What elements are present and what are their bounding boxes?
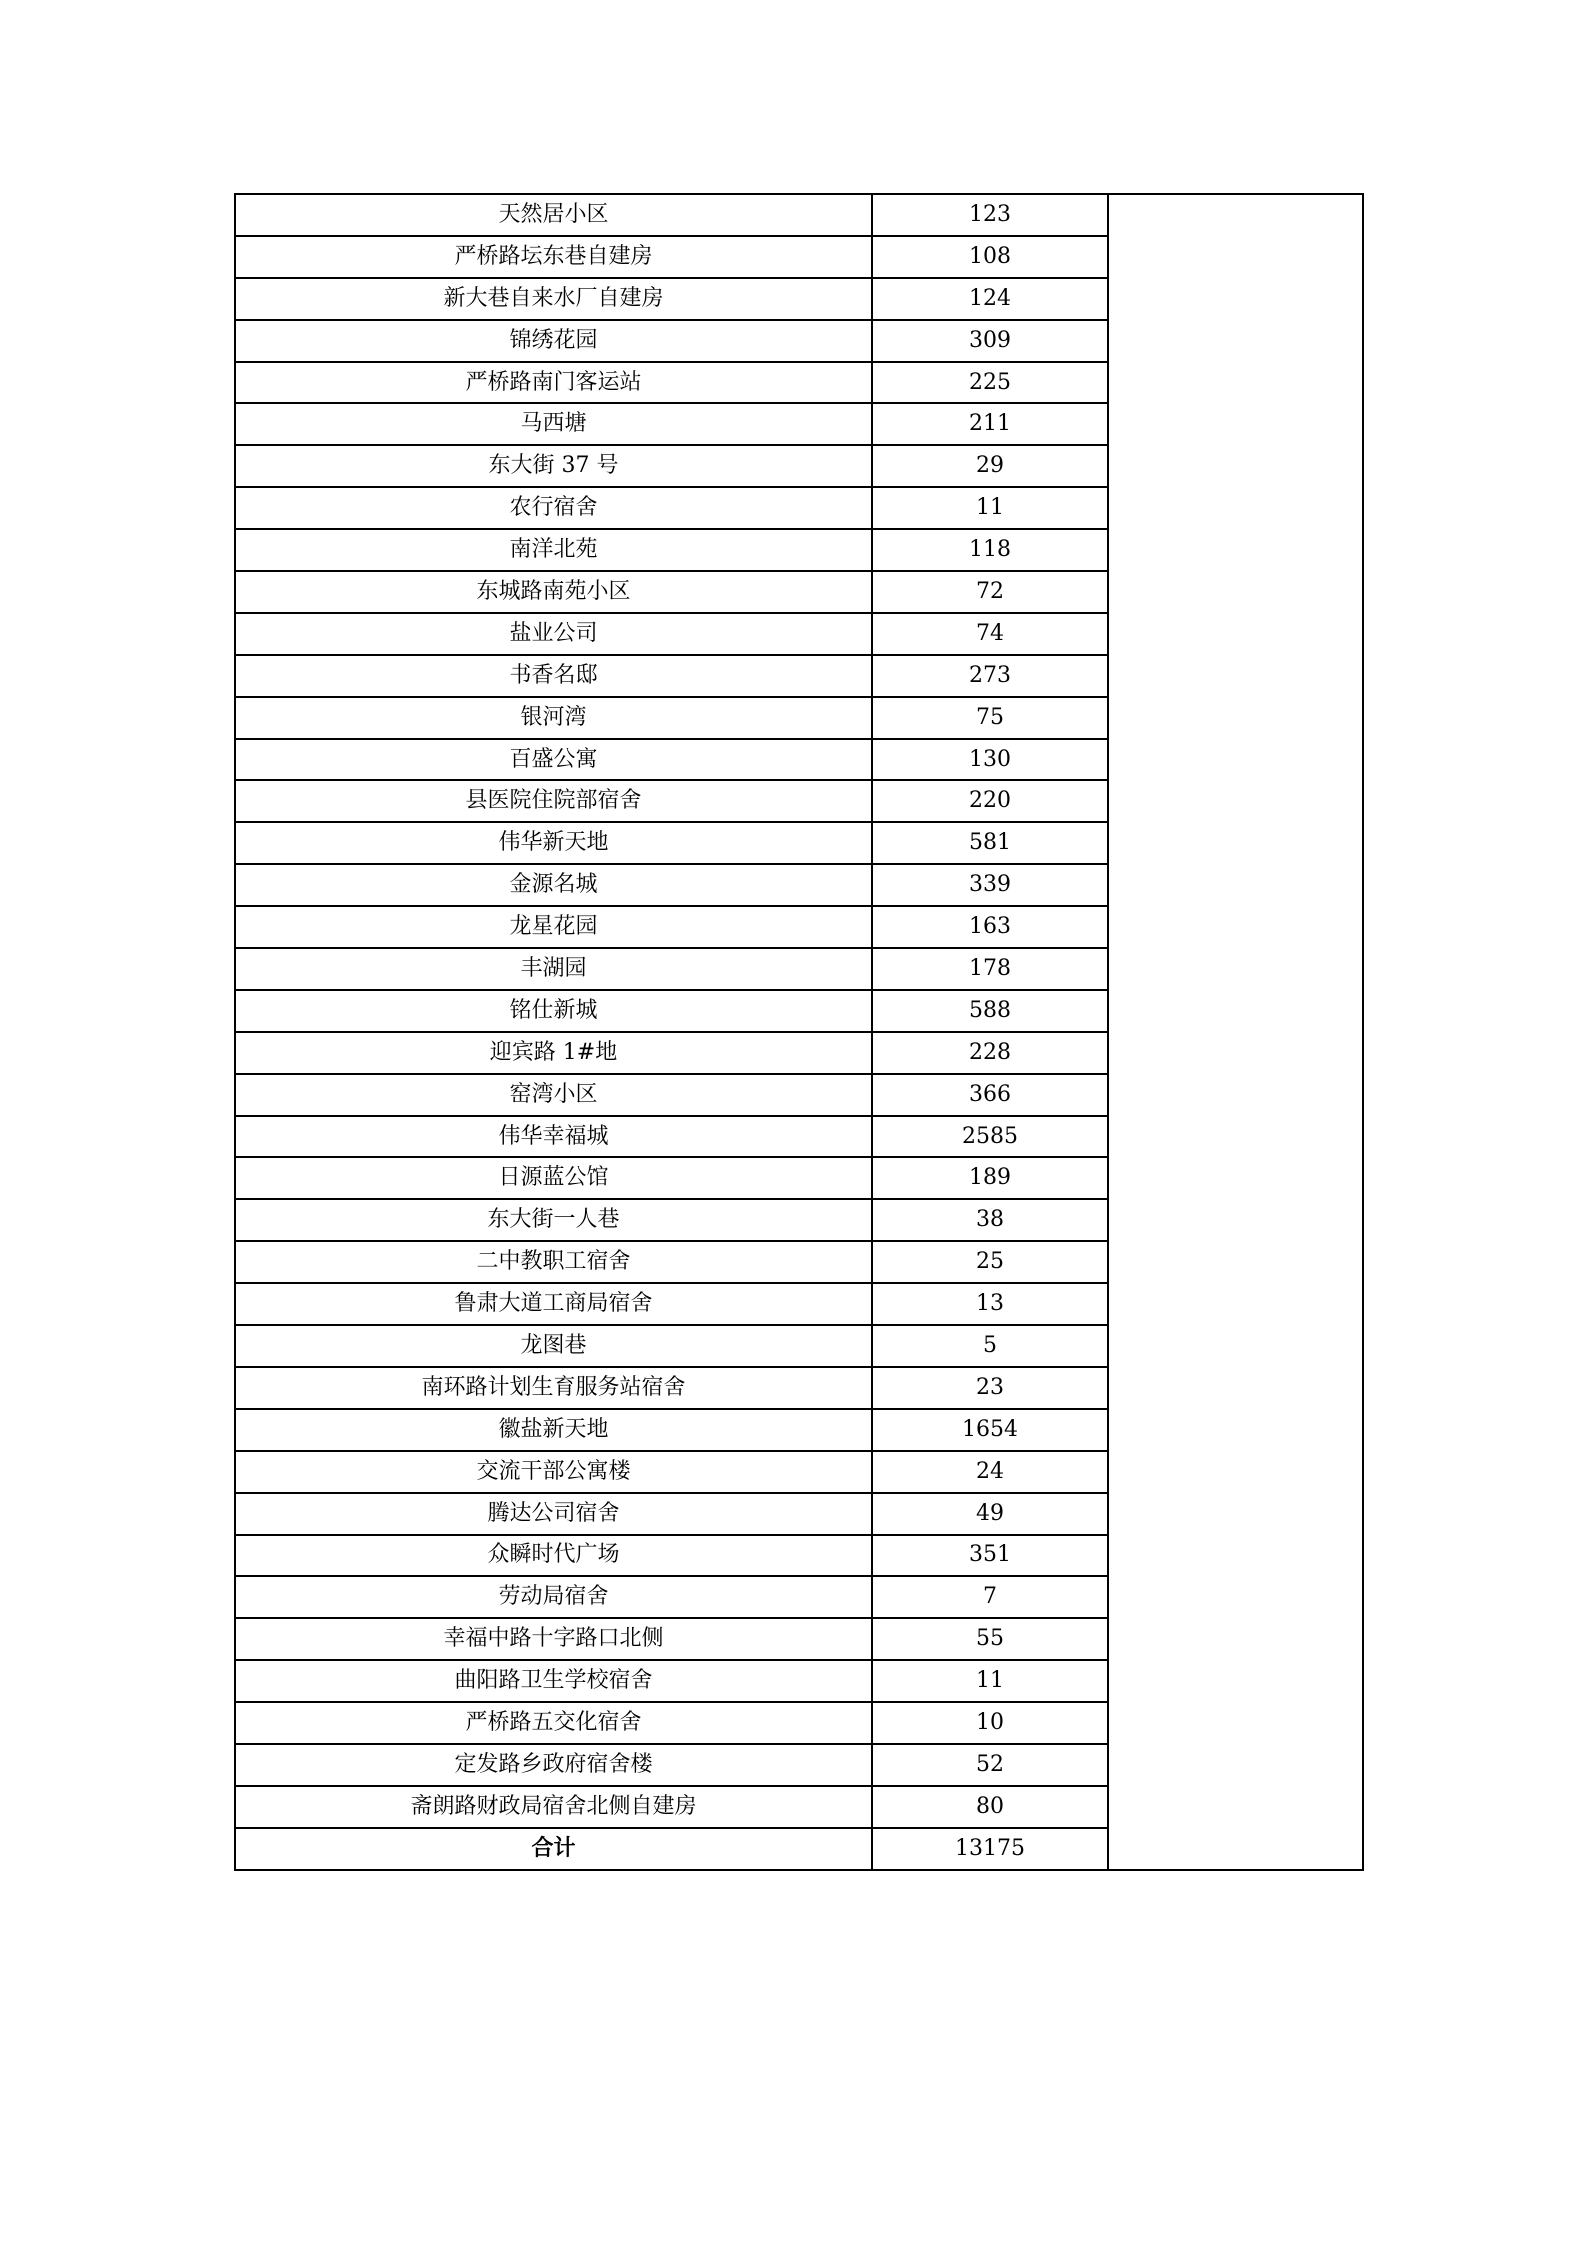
count-cell: 29 — [872, 445, 1108, 487]
count-cell: 124 — [872, 278, 1108, 320]
community-name-cell: 伟华新天地 — [235, 822, 872, 864]
count-cell: 351 — [872, 1535, 1108, 1577]
community-name-cell: 龙星花园 — [235, 906, 872, 948]
count-cell: 74 — [872, 613, 1108, 655]
count-cell: 5 — [872, 1325, 1108, 1367]
community-name-cell: 南环路计划生育服务站宿舍 — [235, 1367, 872, 1409]
count-cell: 38 — [872, 1199, 1108, 1241]
community-name-cell: 腾达公司宿舍 — [235, 1493, 872, 1535]
community-name-cell: 盐业公司 — [235, 613, 872, 655]
community-name-cell: 徽盐新天地 — [235, 1409, 872, 1451]
count-cell: 10 — [872, 1702, 1108, 1744]
community-name-cell: 东大街 37 号 — [235, 445, 872, 487]
total-count-cell: 13175 — [872, 1828, 1108, 1870]
community-name-cell: 龙图巷 — [235, 1325, 872, 1367]
count-cell: 130 — [872, 739, 1108, 781]
count-cell: 72 — [872, 571, 1108, 613]
community-name-cell: 银河湾 — [235, 697, 872, 739]
community-name-cell: 窑湾小区 — [235, 1074, 872, 1116]
community-name-cell: 交流干部公寓楼 — [235, 1451, 872, 1493]
count-cell: 13 — [872, 1283, 1108, 1325]
count-cell: 75 — [872, 697, 1108, 739]
count-cell: 11 — [872, 487, 1108, 529]
community-name-cell: 严桥路坛东巷自建房 — [235, 236, 872, 278]
community-name-cell: 县医院住院部宿舍 — [235, 780, 872, 822]
community-name-cell: 二中教职工宿舍 — [235, 1241, 872, 1283]
community-name-cell: 斋朗路财政局宿舍北侧自建房 — [235, 1786, 872, 1828]
community-name-cell: 丰湖园 — [235, 948, 872, 990]
community-name-cell: 南洋北苑 — [235, 529, 872, 571]
community-name-cell: 百盛公寓 — [235, 739, 872, 781]
community-name-cell: 农行宿舍 — [235, 487, 872, 529]
community-name-cell: 东城路南苑小区 — [235, 571, 872, 613]
count-cell: 23 — [872, 1367, 1108, 1409]
community-name-cell: 天然居小区 — [235, 194, 872, 236]
community-name-cell: 锦绣花园 — [235, 320, 872, 362]
remarks-merged-cell — [1108, 194, 1363, 1870]
count-cell: 108 — [872, 236, 1108, 278]
community-name-cell: 劳动局宿舍 — [235, 1576, 872, 1618]
count-cell: 24 — [872, 1451, 1108, 1493]
count-cell: 7 — [872, 1576, 1108, 1618]
count-cell: 588 — [872, 990, 1108, 1032]
count-cell: 228 — [872, 1032, 1108, 1074]
count-cell: 2585 — [872, 1116, 1108, 1158]
count-cell: 178 — [872, 948, 1108, 990]
community-name-cell: 东大街一人巷 — [235, 1199, 872, 1241]
community-name-cell: 金源名城 — [235, 864, 872, 906]
count-cell: 163 — [872, 906, 1108, 948]
table-body — [235, 194, 1363, 1870]
community-name-cell: 幸福中路十字路口北侧 — [235, 1618, 872, 1660]
count-cell: 52 — [872, 1744, 1108, 1786]
count-cell: 11 — [872, 1660, 1108, 1702]
community-name-cell: 日源蓝公馆 — [235, 1157, 872, 1199]
count-cell: 118 — [872, 529, 1108, 571]
table-row — [235, 194, 1363, 236]
count-cell: 1654 — [872, 1409, 1108, 1451]
community-name-cell: 马西塘 — [235, 403, 872, 445]
count-cell: 80 — [872, 1786, 1108, 1828]
community-count-table — [234, 193, 1364, 1871]
community-name-cell: 鲁肃大道工商局宿舍 — [235, 1283, 872, 1325]
community-name-cell: 伟华幸福城 — [235, 1116, 872, 1158]
community-name-cell: 书香名邸 — [235, 655, 872, 697]
count-cell: 49 — [872, 1493, 1108, 1535]
count-cell: 339 — [872, 864, 1108, 906]
count-cell: 225 — [872, 362, 1108, 404]
total-label-cell: 合计 — [235, 1828, 872, 1870]
count-cell: 366 — [872, 1074, 1108, 1116]
community-name-cell: 迎宾路 1#地 — [235, 1032, 872, 1074]
count-cell: 55 — [872, 1618, 1108, 1660]
count-cell: 220 — [872, 780, 1108, 822]
community-name-cell: 铭仕新城 — [235, 990, 872, 1032]
community-name-cell: 严桥路五交化宿舍 — [235, 1702, 872, 1744]
count-cell: 25 — [872, 1241, 1108, 1283]
community-name-cell: 众瞬时代广场 — [235, 1535, 872, 1577]
count-cell: 123 — [872, 194, 1108, 236]
count-cell: 581 — [872, 822, 1108, 864]
community-name-cell: 定发路乡政府宿舍楼 — [235, 1744, 872, 1786]
count-cell: 189 — [872, 1157, 1108, 1199]
community-name-cell: 曲阳路卫生学校宿舍 — [235, 1660, 872, 1702]
count-cell: 309 — [872, 320, 1108, 362]
count-cell: 211 — [872, 403, 1108, 445]
count-cell: 273 — [872, 655, 1108, 697]
community-name-cell: 严桥路南门客运站 — [235, 362, 872, 404]
community-name-cell: 新大巷自来水厂自建房 — [235, 278, 872, 320]
